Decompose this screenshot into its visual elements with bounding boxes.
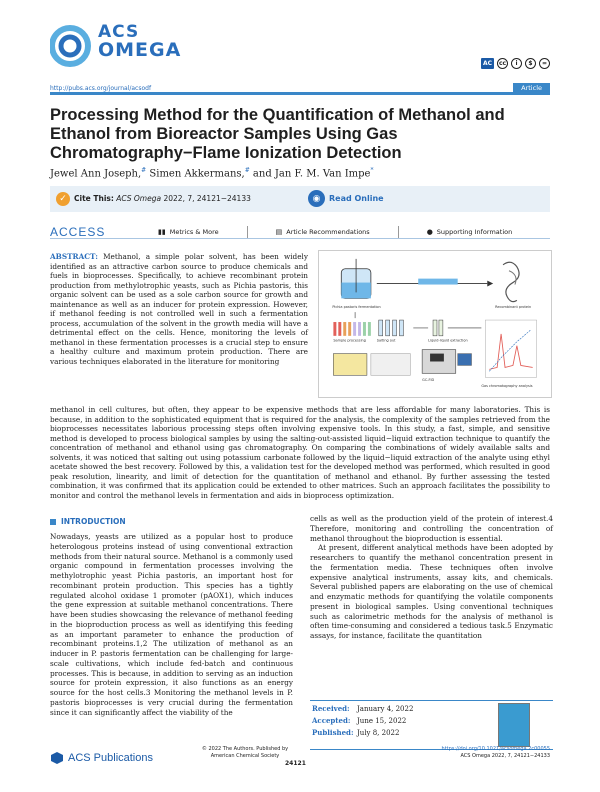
article-type-badge: Article <box>513 83 550 93</box>
intro-column-2 <box>310 514 553 641</box>
toc-label: Liquid-liquid extraction <box>428 338 468 343</box>
noncommercial-icon: $ <box>525 58 536 69</box>
intro-column-1: Nowadays, yeasts are utilized as a popular host to produce heterologous proteins instead of using conventional extraction methods from their natural source. Methanol is a commonly used organic compound in fermentation processes involving the methylotrophic yeast Pichia pastoris, an important host for recombinant protein production. This species has a tightly regulated alcohol oxidase 1 promoter (pAOX1), which induces the gene expression at suitable methanol concentrations. There have been studies showcasing the relevance of methanol feeding in the bioproduction process as well as identifying this feeding as an important parameter to enhance the production of recombinant proteins.1,2 The utilization of methanol as an inducer in P. pastoris fermentation can be challenging for large-scale cultivations, which include fed-batch and continuous processes. This is because, in addition to serving as an induction source for protein expression, it also functions as an energy source for the host cells.3 Monitoring the methanol levels in P. pastoris bioprocesses is very crucial during the fermentation since it can significantly affect the viability of the <box>50 532 293 717</box>
journal-name: ACS OMEGA <box>98 22 182 61</box>
document-icon: ▤ <box>275 227 283 236</box>
access-bar <box>50 225 550 239</box>
toc-label: Gas chromatography analysis <box>481 384 533 389</box>
author-name[interactable]: and Jan F. M. Van Impe <box>252 168 371 180</box>
abstract-part-2: methanol in cell cultures, but often, they appear to be expensive methods that are less affordable for many laboratories. This is because, in addition to the sophisticated equipment that is required for the analysis, the complexity of the samples retrieved from the bioprocesses necessitates laborious processing steps often involving expensive tools. In this study, a fast, simple, and sensitive method is developed to process biological samples by using the salting-out-assisted liquid−liquid extraction technique to quantify the concentration of methanol and ethanol using gas chromatography. On comparing the combinations of widely available salts and solvents, it was noticed that salting out using potassium carbonate followed by the liquid−liquid extraction of the analyte using ethyl acetate showed the best recovery. Followed by this, a validation test for the developed method was performed, which resulted in good peak resolution, linearity, and limit of detection for the quantitation of methanol and ethanol. By further assessing the tested combination, it was confirmed that its application could be extended to other matrices. Such an approach facilitates the possibility to monitor and control the methanol levels in fermentation and aids in bioprocess optimization. <box>50 405 550 500</box>
article-history: Received: January 4, 2022 Accepted: June 15, 2022 Published: July 8, 2022 <box>312 704 414 737</box>
toc-label: Recombinant protein <box>495 305 532 310</box>
access-label: ACCESS <box>50 224 106 239</box>
bar-chart-icon: ▮▮ <box>158 227 166 236</box>
toc-label: Salting out <box>376 338 396 343</box>
header-rule <box>50 92 550 95</box>
license-badges[interactable] <box>481 58 550 69</box>
globe-icon: ◉ <box>308 190 325 207</box>
acs-publications-logo[interactable]: ACS Publications <box>50 751 153 765</box>
supporting-info-link[interactable]: ● Supporting Information <box>426 227 513 236</box>
acs-authorchoice-icon: AC <box>482 60 493 67</box>
section-square-icon <box>50 519 56 525</box>
doi-link[interactable]: https://doi.org/10.1021/acsomega.2c00055 <box>441 746 550 752</box>
copyright-notice: © 2022 The Authors. Published by American Chemical Society <box>201 746 289 759</box>
cite-this[interactable]: Cite This: ACS Omega 2022, 7, 24121−24133 <box>74 194 251 203</box>
toc-label: Pichia pastoris fermentation <box>332 305 381 310</box>
author-list: Jewel Ann Joseph,# Simen Akkermans,# and Jan F. M. Van Impe* <box>50 167 374 180</box>
toc-label: Sample processing <box>333 338 366 343</box>
toc-graphic <box>318 250 552 398</box>
page-number: 24121 <box>285 760 306 767</box>
journal-url[interactable]: http://pubs.acs.org/journal/acsodf <box>50 85 152 92</box>
flask-group-icon <box>333 354 410 376</box>
recommendations-link[interactable]: ▤ Article Recommendations <box>275 227 370 236</box>
read-online-button[interactable]: ◉ Read Online <box>308 190 384 207</box>
acs-hexagon-icon <box>50 751 64 765</box>
attribution-icon: i <box>511 58 522 69</box>
info-icon: ● <box>426 227 433 236</box>
abstract-part-1: ABSTRACT: Methanol, a simple polar solvent, has been widely identified as an attractive carbon source to produce chemicals and fuels in bioprocesses. Specifically, to achieve recombinant protein production from methylotrophic yeasts, such as Pichia pastoris, this organic solvent can be used as a sole carbon source for growth and maintenance as well as an inducer for protein expression. However, if methanol feeding is not controlled well in such a fermentation process, accumulation of the solvent in the growth media will have a detrimental effect on the cells. Hence, monitoring the levels of methanol in these fermentation processes is a crucial step to ensure a healthy culture and maximum protein production. There are various techniques elaborated in the literature for monitoring <box>50 252 308 367</box>
cc-icon: cc <box>498 60 507 67</box>
author-name[interactable]: Jewel Ann Joseph, <box>50 168 142 180</box>
cite-check-icon: ✓ <box>56 192 70 206</box>
author-name[interactable]: Simen Akkermans, <box>149 168 245 180</box>
journal-cover-thumbnail[interactable] <box>498 703 530 747</box>
toc-label: GC-FID <box>422 378 435 383</box>
article-title: Processing Method for the Quantification of Methanol and Ethanol from Bioreactor Samples Using Gas Chromatography−Flame Ionization Detection <box>50 106 505 162</box>
intro-paragraph: cells as well as the production yield of the protein of interest.4 Therefore, monitoring and controlling the concentration of methanol throughout the bioproduction is essential. <box>310 514 553 543</box>
noderivatives-icon: = <box>539 58 550 69</box>
metrics-link[interactable]: ▮▮ Metrics & More <box>158 227 219 236</box>
chromatogram-icon <box>485 320 536 377</box>
intro-paragraph: At present, different analytical methods have been adopted by researchers to quantify the methanol concentration present in the fermentation media. These techniques often involve expensive analytical instruments, assay kits, and chemicals. Several published papers are elaborating on the use of chemical and enzymatic methods for quantifying the volatile components present in biological samples. Using conventional techniques such as calorimetric methods for the analysis of methanol is often time-consuming and considered a tedious task.5 Enzymatic assays, for instance, facilitate the quantitation <box>310 543 553 640</box>
section-heading-introduction: INTRODUCTION <box>50 517 126 526</box>
footer-citation: https://doi.org/10.1021/acsomega.2c00055 ACS Omega 2022, 7, 24121−24133 <box>441 746 550 759</box>
